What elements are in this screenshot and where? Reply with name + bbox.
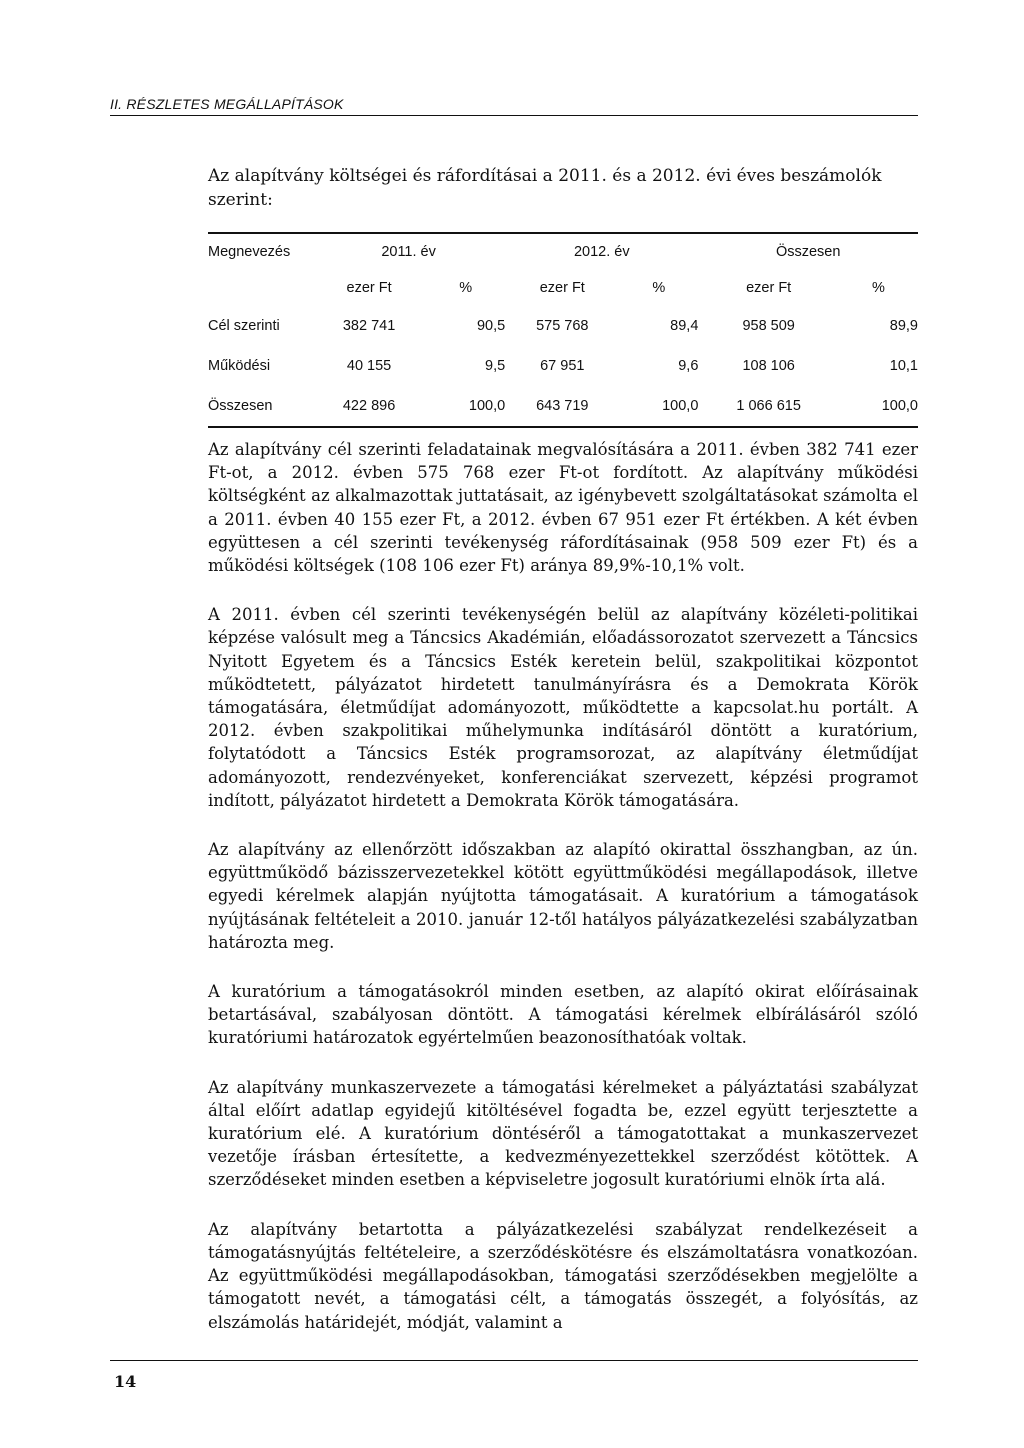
cell-percent: 100,0 (662, 398, 699, 414)
table-row (208, 386, 918, 427)
paragraph-cost-summary: Az alapítvány cél szerinti feladatainak megvalósítására a 2011. évben 382 741 ezer Ft-ot, a 2012. évben 575 768 ezer Ft-ot fordított. Az alapítvány működési költségként az alkalmazottak juttatásait, az igénybevett szolgáltatásokat számolta el a 2011. évben 40 155 ezer Ft, a 2012. évben 67 951 ezer Ft értékben. A két évben együttesen a cél szerinti tevékenység ráfordításainak (958 509 ezer Ft) és a működési költségek (108 106 ezer Ft) aránya 89,9%-10,1% volt. (208, 440, 918, 576)
cell-value: 67 951 (540, 358, 585, 374)
row-label: Cél szerinti (208, 318, 280, 334)
paragraph-application-handling: Az alapítvány munkaszervezete a támogatási kérelmeket a pályáztatási szabályzat által előírt adatlap egyidejű kitöltésével fogadta be, ezzel együtt terjesztette a kuratórium elé. A kuratórium döntéséről a támogatottakat a munkaszervezet vezetője írásban értesítette, a kedvezményezettekkel szerződést kötöttek. A szerződéseket minden esetben a képviseletre jogosult kuratóriumi elnök írta alá. (208, 1077, 918, 1190)
cell-value: 382 741 (342, 318, 396, 334)
unit-2012-percent: % (652, 280, 666, 296)
row-label: Összesen (208, 398, 273, 414)
cell-value: 40 155 (346, 358, 392, 374)
page-content (208, 164, 918, 1360)
cell-percent: 100,0 (881, 398, 918, 414)
cell-value: 422 896 (342, 398, 396, 414)
cell-value: 1 066 615 (736, 398, 801, 414)
header-megnevezes: Megnevezés (208, 244, 291, 260)
table-intro: Az alapítvány költségei és ráfordításai a 2011. és a 2012. évi éves beszámolók szerint: (208, 166, 882, 210)
cell-value: 958 509 (742, 318, 795, 334)
cell-percent: 9,6 (678, 358, 699, 374)
footer-divider (110, 1360, 918, 1361)
cell-percent: 10,1 (889, 358, 918, 374)
unit-total-value: ezer Ft (746, 280, 792, 296)
paragraph-activities: A 2011. évben cél szerinti tevékenységén belül az alapítvány közéleti-politikai képzése valósult meg a Táncsics Akadémián, előadássorozatot szervezett a Táncsics Nyitott Egyetem és a Táncsics Esték keretein belül, szakpolitikai központot működtetett, pályázatot hirdetett tanulmányírásra és a Demokrata Körök támogatására, életműdíjat adományozott, működtette a kapcsolat.hu portált. A 2012. évben szakpolitikai műhelymunka indításáról döntött a kuratórium, folytatódott a Táncsics Esték programsorozat, az alapítvány életműdíjat adományozott, rendezvényeket, konferenciákat szervezett, képzési programot indított, pályázatot hirdetett a Demokrata Körök támogatására. (208, 605, 918, 810)
table-row (208, 306, 918, 346)
unit-total-percent: % (872, 280, 885, 296)
paragraph-support-basis: Az alapítvány az ellenőrzött időszakban az alapító okirattal összhangban, az ún. együttműködő bázisszervezetekkel kötött együttműködési megállapodások, illetve egyedi kérelmek alapján nyújtotta támogatásait. A kuratórium a támogatások nyújtásának feltételeit a 2010. január 12-től hatályos pályázatkezelési szabályzatban határozta meg. (208, 840, 918, 952)
cost-table (208, 232, 918, 428)
cell-percent: 89,4 (670, 318, 699, 334)
running-header: II. RÉSZLETES MEGÁLLAPÍTÁSOK (110, 96, 918, 116)
header-2012: 2012. év (573, 244, 630, 260)
cell-value: 643 719 (536, 398, 589, 414)
table-unit-row (208, 270, 918, 306)
paragraph-compliance: Az alapítvány betartotta a pályázatkezelési szabályzat rendelkezéseit a támogatásnyújtás feltételeire, a szerződéskötésre és elszámoltatásra vonatkozóan. Az együttműködési megállapodásokban, támogatási szerződésekben megjelölte a támogatott nevét, a támogatási célt, a támogatás összegét, a folyósítás, az elszámolás határidejét, módját, valamint a (208, 1219, 918, 1332)
cell-value: 575 768 (536, 318, 589, 334)
unit-2011-value: ezer Ft (346, 280, 392, 296)
cell-percent: 89,9 (889, 318, 918, 334)
cell-percent: 100,0 (468, 398, 506, 414)
header-2011: 2011. év (381, 244, 436, 260)
unit-2011-percent: % (459, 280, 473, 296)
table-header-row (208, 233, 918, 270)
unit-2012-value: ezer Ft (539, 280, 585, 296)
paragraph-board-decisions: A kuratórium a támogatásokról minden esetben, az alapító okirat előírásainak betartásával, szabályosan döntött. A támogatási kérelmek elbírálásáról szóló kuratóriumi határozatok egyértelműen beazonosíthatóak voltak. (208, 982, 918, 1048)
cell-value: 108 106 (742, 358, 795, 374)
table-row (208, 346, 918, 386)
row-label: Működési (208, 358, 271, 374)
page-number: 14 (114, 1372, 137, 1391)
header-osszesen: Összesen (775, 244, 841, 260)
cell-percent: 90,5 (476, 318, 506, 334)
cell-percent: 9,5 (485, 358, 506, 374)
